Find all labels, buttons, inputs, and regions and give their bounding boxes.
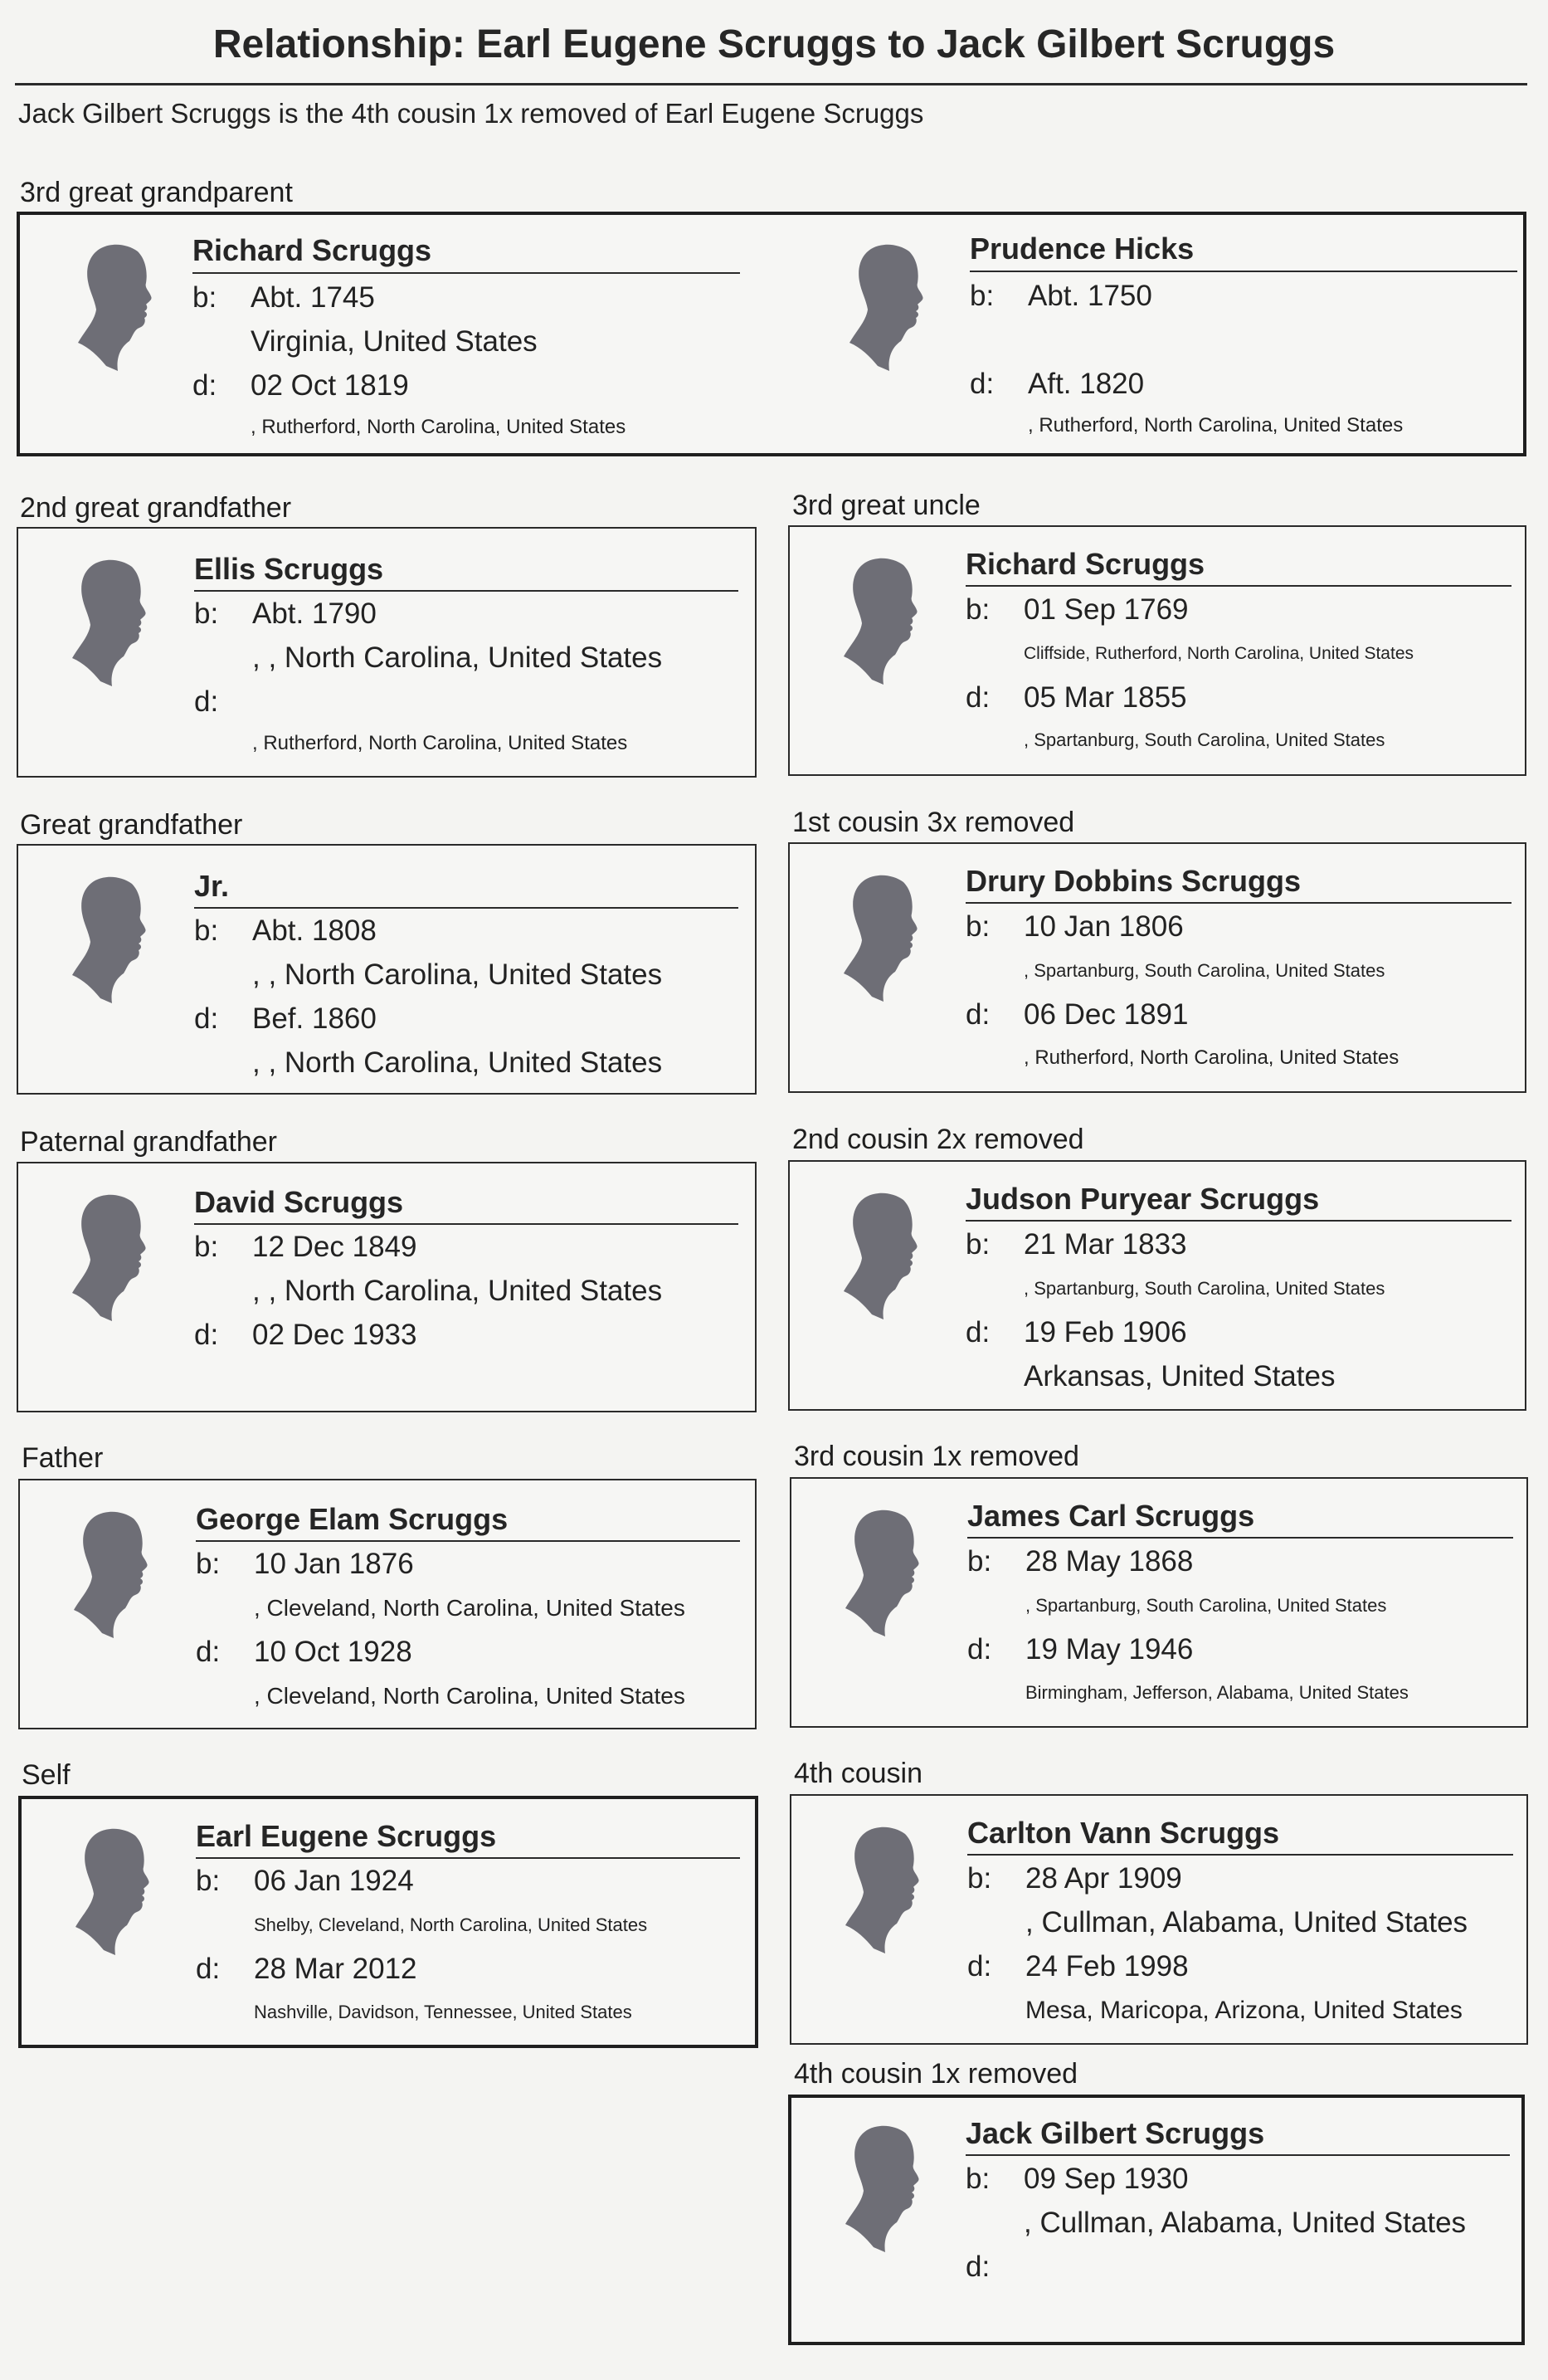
birth-label: b: xyxy=(966,593,991,626)
relation-label-great-grandfather: Great grandfather xyxy=(20,809,243,841)
death-place: , , North Carolina, United States xyxy=(252,1046,663,1079)
person-card-jack-gilbert-scruggs[interactable] xyxy=(788,2095,1525,2345)
person-silhouette-icon xyxy=(841,240,941,373)
birth-place: Shelby, Cleveland, North Carolina, United States xyxy=(254,1914,648,1935)
person-card-george-elam-scruggs[interactable] xyxy=(18,1479,757,1729)
name-underline xyxy=(196,1540,740,1542)
person-card-carlton-vann-scruggs[interactable] xyxy=(790,1794,1528,2045)
person-card-jr[interactable] xyxy=(17,844,757,1095)
birth-label: b: xyxy=(967,1862,992,1895)
relationship-summary: Jack Gilbert Scruggs is the 4th cousin 1x removed of Earl Eugene Scruggs xyxy=(18,98,924,129)
death-place: , Rutherford, North Carolina, United States xyxy=(1028,414,1404,436)
birth-place: , , North Carolina, United States xyxy=(252,641,663,674)
person-card-david-scruggs[interactable] xyxy=(17,1162,757,1412)
name-underline xyxy=(194,590,738,592)
death-label: d: xyxy=(196,1953,221,1985)
death-date: Aft. 1820 xyxy=(1028,368,1145,400)
couple-card-3rd-great-grandparents[interactable] xyxy=(17,212,1526,456)
relation-label-4th-cousin-1x-removed: 4th cousin 1x removed xyxy=(794,2058,1078,2090)
relation-label-self: Self xyxy=(22,1759,71,1791)
relation-label-father: Father xyxy=(22,1442,104,1474)
relation-label-2nd-cousin-2x-removed: 2nd cousin 2x removed xyxy=(792,1124,1084,1155)
person-card-judson-puryear-scruggs[interactable] xyxy=(788,1160,1526,1411)
birth-label: b: xyxy=(196,1548,221,1580)
person-silhouette-icon xyxy=(835,871,935,1003)
birth-label: b: xyxy=(194,597,219,630)
person-name: Earl Eugene Scruggs xyxy=(196,1819,497,1853)
death-label: d: xyxy=(967,1950,992,1983)
person-silhouette-icon xyxy=(67,1824,167,1957)
person-name: Judson Puryear Scruggs xyxy=(966,1182,1320,1216)
name-underline xyxy=(966,585,1511,587)
relation-label-3rd-great-uncle: 3rd great uncle xyxy=(792,490,981,521)
name-underline xyxy=(966,902,1511,904)
name-underline xyxy=(194,907,738,909)
birth-place: , , North Carolina, United States xyxy=(252,1275,663,1307)
death-label: d: xyxy=(967,1633,992,1666)
person-silhouette-icon xyxy=(837,2121,937,2254)
death-place: Mesa, Maricopa, Arizona, United States xyxy=(1025,1997,1463,2024)
person-silhouette-icon xyxy=(835,554,935,686)
death-label: d: xyxy=(966,681,991,714)
relation-label-2nd-great-grandfather: 2nd great grandfather xyxy=(20,492,292,524)
birth-date: 06 Jan 1924 xyxy=(254,1865,414,1897)
person-silhouette-icon xyxy=(70,240,169,373)
death-date: Bef. 1860 xyxy=(252,1002,377,1035)
death-date: 19 Feb 1906 xyxy=(1024,1316,1187,1349)
person-silhouette-icon xyxy=(66,1507,165,1640)
death-label: d: xyxy=(194,685,219,718)
person-silhouette-icon xyxy=(64,872,163,1005)
birth-place: , Cleveland, North Carolina, United States xyxy=(254,1595,685,1621)
death-date: 02 Oct 1819 xyxy=(251,369,409,402)
relation-label-1st-cousin-3x-removed: 1st cousin 3x removed xyxy=(792,807,1075,838)
birth-label: b: xyxy=(194,1231,219,1263)
death-place: , Rutherford, North Carolina, United States xyxy=(252,732,628,754)
death-date: 02 Dec 1933 xyxy=(252,1319,417,1351)
death-date: 10 Oct 1928 xyxy=(254,1636,412,1668)
person-name: Jr. xyxy=(194,869,230,903)
death-label: d: xyxy=(970,368,995,400)
death-place: Arkansas, United States xyxy=(1024,1360,1336,1392)
name-underline xyxy=(194,1223,738,1225)
death-place: , Rutherford, North Carolina, United States xyxy=(251,416,626,438)
birth-label: b: xyxy=(192,281,217,314)
person-silhouette-icon xyxy=(837,1822,937,1955)
birth-label: b: xyxy=(966,910,991,943)
person-name: David Scruggs xyxy=(194,1185,404,1219)
birth-place: , Cullman, Alabama, United States xyxy=(1025,1906,1468,1939)
birth-label: b: xyxy=(967,1545,992,1578)
death-label: d: xyxy=(194,1319,219,1351)
birth-label: b: xyxy=(196,1865,221,1897)
death-label: d: xyxy=(196,1636,221,1668)
person-card-earl-eugene-scruggs[interactable] xyxy=(18,1796,758,2048)
birth-place: Cliffside, Rutherford, North Carolina, United States xyxy=(1024,644,1414,663)
person-card-ellis-scruggs[interactable] xyxy=(17,527,757,778)
death-place: Birmingham, Jefferson, Alabama, United States xyxy=(1025,1682,1409,1703)
death-label: d: xyxy=(194,1002,219,1035)
person-silhouette-icon xyxy=(64,1190,163,1323)
person-name: Ellis Scruggs xyxy=(194,552,384,586)
death-date: 05 Mar 1855 xyxy=(1024,681,1187,714)
birth-label: b: xyxy=(194,914,219,947)
person-name: George Elam Scruggs xyxy=(196,1502,509,1536)
birth-date: Abt. 1790 xyxy=(252,597,377,630)
name-underline xyxy=(967,1854,1513,1856)
birth-date: 28 Apr 1909 xyxy=(1025,1862,1182,1895)
birth-label: b: xyxy=(970,280,995,312)
death-label: d: xyxy=(192,369,217,402)
birth-date: 10 Jan 1806 xyxy=(1024,910,1184,943)
person-name: James Carl Scruggs xyxy=(967,1499,1255,1533)
death-place: , Cleveland, North Carolina, United States xyxy=(254,1683,685,1709)
birth-date: Abt. 1745 xyxy=(251,281,375,314)
person-name: Prudence Hicks xyxy=(970,232,1195,266)
birth-date: 10 Jan 1876 xyxy=(254,1548,414,1580)
relation-label-3rd-great-grandparent: 3rd great grandparent xyxy=(20,177,293,208)
person-silhouette-icon xyxy=(64,555,163,688)
person-card-james-carl-scruggs[interactable] xyxy=(790,1477,1528,1728)
person-silhouette-icon xyxy=(835,1188,935,1321)
birth-date: 01 Sep 1769 xyxy=(1024,593,1189,626)
person-card-richard-scruggs[interactable] xyxy=(788,525,1526,776)
person-name: Drury Dobbins Scruggs xyxy=(966,864,1302,898)
death-date: 24 Feb 1998 xyxy=(1025,1950,1189,1983)
title-divider xyxy=(15,83,1527,85)
death-place: , Spartanburg, South Carolina, United States xyxy=(1024,729,1385,750)
birth-date: Abt. 1808 xyxy=(252,914,377,947)
death-date: 06 Dec 1891 xyxy=(1024,998,1189,1031)
name-underline xyxy=(966,1220,1511,1222)
birth-date: 28 May 1868 xyxy=(1025,1545,1194,1578)
page-title: Relationship: Earl Eugene Scruggs to Jack Gilbert Scruggs xyxy=(212,22,1336,66)
birth-place: , Spartanburg, South Carolina, United States xyxy=(1024,1278,1385,1299)
death-date: 28 Mar 2012 xyxy=(254,1953,417,1985)
name-underline xyxy=(966,2154,1510,2156)
birth-date: 09 Sep 1930 xyxy=(1024,2163,1189,2195)
death-label: d: xyxy=(966,1316,991,1349)
person-silhouette-icon xyxy=(837,1505,937,1638)
death-date: 19 May 1946 xyxy=(1025,1633,1194,1666)
death-label: d: xyxy=(966,998,991,1031)
birth-place: , Spartanburg, South Carolina, United States xyxy=(1024,960,1385,981)
death-place: Nashville, Davidson, Tennessee, United States xyxy=(254,2002,632,2022)
birth-label: b: xyxy=(966,2163,991,2195)
person-name: Richard Scruggs xyxy=(966,547,1205,581)
birth-place: Virginia, United States xyxy=(251,325,538,358)
person-name: Jack Gilbert Scruggs xyxy=(966,2116,1265,2150)
birth-label: b: xyxy=(966,1228,991,1261)
person-name: Carlton Vann Scruggs xyxy=(967,1816,1280,1850)
death-label: d: xyxy=(966,2251,991,2283)
name-underline xyxy=(192,272,740,274)
name-underline xyxy=(196,1857,740,1859)
name-underline xyxy=(970,271,1517,272)
birth-place: , Spartanburg, South Carolina, United States xyxy=(1025,1595,1387,1616)
relation-label-paternal-grandfather: Paternal grandfather xyxy=(20,1126,277,1158)
birth-place: , Cullman, Alabama, United States xyxy=(1024,2207,1467,2239)
birth-date: 21 Mar 1833 xyxy=(1024,1228,1187,1261)
person-name: Richard Scruggs xyxy=(192,233,432,267)
birth-date: Abt. 1750 xyxy=(1028,280,1152,312)
relation-label-4th-cousin: 4th cousin xyxy=(794,1758,922,1789)
birth-place: , , North Carolina, United States xyxy=(252,958,663,991)
name-underline xyxy=(967,1537,1513,1539)
birth-date: 12 Dec 1849 xyxy=(252,1231,417,1263)
death-place: , Rutherford, North Carolina, United States xyxy=(1024,1046,1400,1069)
person-card-drury-dobbins-scruggs[interactable] xyxy=(788,842,1526,1093)
relation-label-3rd-cousin-1x-removed: 3rd cousin 1x removed xyxy=(794,1441,1079,1472)
